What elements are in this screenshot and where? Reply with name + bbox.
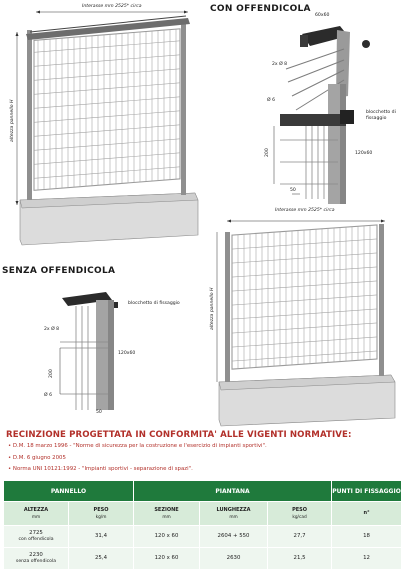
post-120x60-label-top: 120x60 [355,151,373,156]
group-header-piantana: PIANTANA [134,481,332,502]
cell-peso-cad: 21,5 [268,548,332,570]
fence-with-offendicola-drawing [0,0,205,250]
col-header-punti: n° [332,502,402,526]
interasse-label-mid: Interasse mm 2525* circa [275,208,335,213]
col-header-peso: PESO kg/m [69,502,134,526]
clamp-label-bottom: blocchetto di fissaggio [128,301,180,306]
height-200-label-top: 200 [265,148,270,157]
altezza-pannello-label-mid: altezza pannello H [210,287,215,330]
cell-altezza: 2230 senza offendicola [4,548,69,570]
cell-peso: 31,4 [69,526,134,548]
table-row [4,526,402,548]
offendicola-detail-drawing [240,14,400,204]
post-120x60-label-bottom: 120x60 [118,351,136,356]
normative-title: RECINZIONE PROGETTATA IN CONFORMITA' ALLE VIGENTI NORMATIVE: [6,430,352,440]
base-50-label-bottom: 50 [96,410,102,415]
cell-punti: 12 [332,548,402,570]
normative-item: • Norma UNI 10121:1992 - "Impianti sportivi - separazione di spazi". [8,464,398,476]
height-200-label-bottom: 200 [49,369,54,378]
profile-60x60-label: 60x60 [315,13,330,18]
spec-table [3,480,402,570]
cell-sezione: 120 x 60 [134,526,200,548]
col-header-sezione: SEZIONE mm [134,502,200,526]
clamp-label-top: blocchetto di fissaggio [366,110,396,121]
phi6-label-top: Ø 6 [267,98,275,103]
fence-without-offendicola-drawing [205,210,404,428]
tubes-label-bottom: 2x Ø 8 [44,327,60,332]
cell-altezza: 2725 con offendicola [4,526,69,548]
cell-sezione: 120 x 60 [134,548,200,570]
group-header-punti: PUNTI DI FISSAGGIO [332,481,402,502]
normative-list [8,441,398,476]
normative-item: • D.M. 6 giugno 2005 [8,453,398,465]
normative-item: • D.M. 18 marzo 1996 - "Norme di sicurezza per la costruzione e l'esercizio di impianti sportivi". [8,441,398,453]
col-header-peso-cad: PESO kg/cad [268,502,332,526]
table-row [4,548,402,570]
col-header-lunghezza: LUNGHEZZA mm [200,502,268,526]
cell-lunghezza: 2604 + 550 [200,526,268,548]
group-header-pannello: PANNELLO [4,481,134,502]
cell-punti: 18 [332,526,402,548]
altezza-pannello-label-top: altezza pannello H [10,99,15,142]
cell-lunghezza: 2630 [200,548,268,570]
tubes-label-top: 2x Ø 8 [272,62,288,67]
col-header-altezza: ALTEZZA mm [4,502,69,526]
interasse-label-top: Interasse mm 2525* circa [82,4,142,9]
cell-peso: 25,4 [69,548,134,570]
base-50-label-top: 50 [290,188,296,193]
phi6-label-bottom: Ø 6 [44,393,52,398]
heading-senza-offendicola: SENZA OFFENDICOLA [2,266,116,276]
cell-peso-cad: 27,7 [268,526,332,548]
heading-con-offendicola: CON OFFENDICOLA [210,4,311,14]
